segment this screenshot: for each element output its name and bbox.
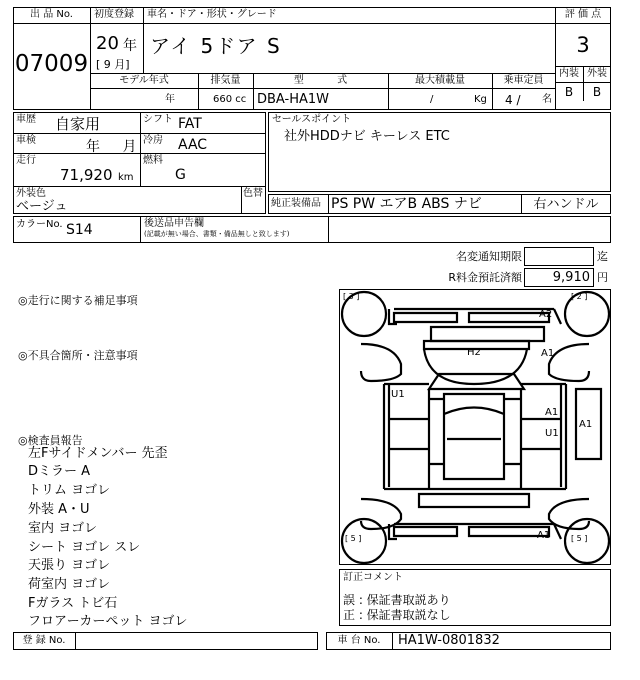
mileage-unit: km bbox=[118, 172, 134, 183]
inspector-line: シート ヨゴレ スレ bbox=[28, 540, 141, 555]
capacity-value: 4 / bbox=[505, 93, 521, 107]
reg-no-label: 登 録 No. bbox=[22, 635, 66, 646]
inspection-label: 車検 bbox=[16, 135, 36, 146]
name-change-label: 名変通知期限 bbox=[456, 250, 522, 263]
corner-label-bottom-left: [ 5 ] bbox=[345, 534, 362, 543]
corner-label-top-right: [ 2 ] bbox=[571, 292, 588, 301]
model-label: 車名・ドア・形状・グレード bbox=[147, 9, 277, 20]
score-label: 評 価 点 bbox=[564, 9, 602, 20]
history-value: 自家用 bbox=[55, 115, 101, 133]
damage-mark-door-right-u: U1 bbox=[545, 428, 559, 439]
recycle-amount: 9,910 bbox=[552, 270, 590, 285]
lot-number: 07009 bbox=[14, 51, 89, 77]
damage-mark-front-bumper: A2 bbox=[539, 309, 553, 320]
interior-label: 内装 bbox=[559, 68, 579, 79]
model-name: アイ 5ドア S bbox=[150, 34, 282, 58]
interior-grade: B bbox=[564, 85, 574, 99]
exterior-grade: B bbox=[592, 85, 602, 99]
capacity-unit: 名 bbox=[542, 94, 552, 105]
displacement-label: 排気量 bbox=[210, 75, 241, 86]
correction-label: 訂正コメント bbox=[343, 572, 403, 583]
recycle-unit: 円 bbox=[597, 271, 608, 284]
exterior-label: 外装 bbox=[587, 68, 607, 79]
name-change-unit: 迄 bbox=[597, 250, 608, 263]
shift-label: シフト bbox=[143, 114, 173, 125]
first-reg-year: 20 bbox=[96, 33, 119, 54]
repaint-label: 色替 bbox=[243, 188, 263, 199]
post-report-note: (記載が無い場合、書類・備品無しと致します) bbox=[144, 230, 290, 238]
inspector-report-label: ◎検査員報告 bbox=[18, 434, 83, 447]
post-report-label: 後送品申告欄 bbox=[144, 218, 204, 229]
inspector-line: Fガラス トビ石 bbox=[28, 596, 118, 611]
fuel-value: G bbox=[175, 167, 186, 183]
chassis-label: 車 台 No. bbox=[337, 635, 381, 646]
max-load-unit: Kg bbox=[474, 94, 487, 105]
sales-point-value: 社外HDDナビ キーレス ETC bbox=[284, 129, 450, 144]
history-label: 車歴 bbox=[16, 114, 36, 125]
corner-label-top-left: [ 3 ] bbox=[343, 292, 360, 301]
color-no-box bbox=[13, 216, 611, 243]
fuel-label: 燃料 bbox=[143, 155, 163, 166]
corner-label-bottom-right: [ 5 ] bbox=[571, 534, 588, 543]
driving-notes-label: ◎走行に関する補足事項 bbox=[18, 294, 138, 307]
inspector-line: 左Fサイドメンバー 先歪 bbox=[28, 446, 168, 461]
score-value: 3 bbox=[576, 33, 590, 57]
inspector-line: Dミラー A bbox=[28, 464, 91, 479]
inspection-value: 年 月 bbox=[86, 139, 137, 155]
recycle-label: R料金預託済額 bbox=[448, 271, 522, 284]
type-value: DBA-HA1W bbox=[257, 92, 330, 107]
inspector-line: フロアーカーペット ヨゴレ bbox=[28, 614, 188, 629]
steering-value: 右ハンドル bbox=[533, 197, 599, 212]
chassis-number: HA1W-0801832 bbox=[398, 633, 500, 648]
color-no-label: カラーNo. bbox=[16, 219, 63, 230]
inspector-line: 外装 A・U bbox=[28, 502, 90, 517]
first-reg-label: 初度登録 bbox=[94, 9, 134, 20]
damage-mark-front-fender: A1 bbox=[541, 348, 555, 359]
ac-label: 冷房 bbox=[143, 135, 163, 146]
defect-notes-label: ◎不具合箇所・注意事項 bbox=[18, 349, 138, 362]
inspector-line: トリム ヨゴレ bbox=[28, 483, 111, 498]
damage-mark-rear-door-left: U1 bbox=[391, 389, 405, 400]
damage-mark-roof: H2 bbox=[467, 347, 481, 358]
color-no-value: S14 bbox=[66, 222, 93, 238]
name-change-box bbox=[524, 247, 594, 266]
first-reg-year-unit: 年 bbox=[123, 38, 137, 54]
lot-label: 出 品 No. bbox=[30, 9, 73, 20]
inspector-line: 室内 ヨゴレ bbox=[28, 521, 98, 536]
displacement-value: 660 cc bbox=[213, 94, 247, 105]
car-damage-diagram bbox=[339, 289, 611, 565]
mileage-label: 走行 bbox=[16, 155, 36, 166]
shift-value: FAT bbox=[178, 116, 202, 132]
equipment-label: 純正装備品 bbox=[271, 198, 321, 209]
ac-value: AAC bbox=[178, 137, 208, 153]
max-load-label: 最大積載量 bbox=[415, 75, 465, 86]
first-reg-month: [ 9 月] bbox=[96, 58, 130, 71]
equipment-value: PS PW エアB ABS ナビ bbox=[331, 196, 482, 212]
correction-line-1: 誤 : 保証書取説あり bbox=[343, 593, 451, 607]
max-load-value: / bbox=[430, 94, 434, 105]
capacity-label: 乗車定員 bbox=[503, 75, 544, 86]
inspector-line: 天張り ヨゴレ bbox=[28, 558, 111, 573]
inspector-line: 荷室内 ヨゴレ bbox=[28, 577, 111, 592]
model-year-label: モデル年式 bbox=[119, 75, 169, 86]
sales-point-label: セールスポイント bbox=[272, 114, 352, 125]
correction-line-2: 正 : 保証書取説なし bbox=[343, 608, 451, 622]
type-label: 型 式 bbox=[293, 75, 348, 86]
model-year-unit: 年 bbox=[165, 94, 175, 105]
mileage-value: 71,920 bbox=[60, 166, 113, 184]
color-label: 外装色 bbox=[16, 188, 46, 199]
damage-mark-rear-bumper: A1 bbox=[537, 530, 551, 541]
damage-mark-side-right: A1 bbox=[579, 419, 593, 430]
color-value: ベージュ bbox=[16, 199, 68, 214]
damage-mark-door-right-a: A1 bbox=[545, 407, 559, 418]
